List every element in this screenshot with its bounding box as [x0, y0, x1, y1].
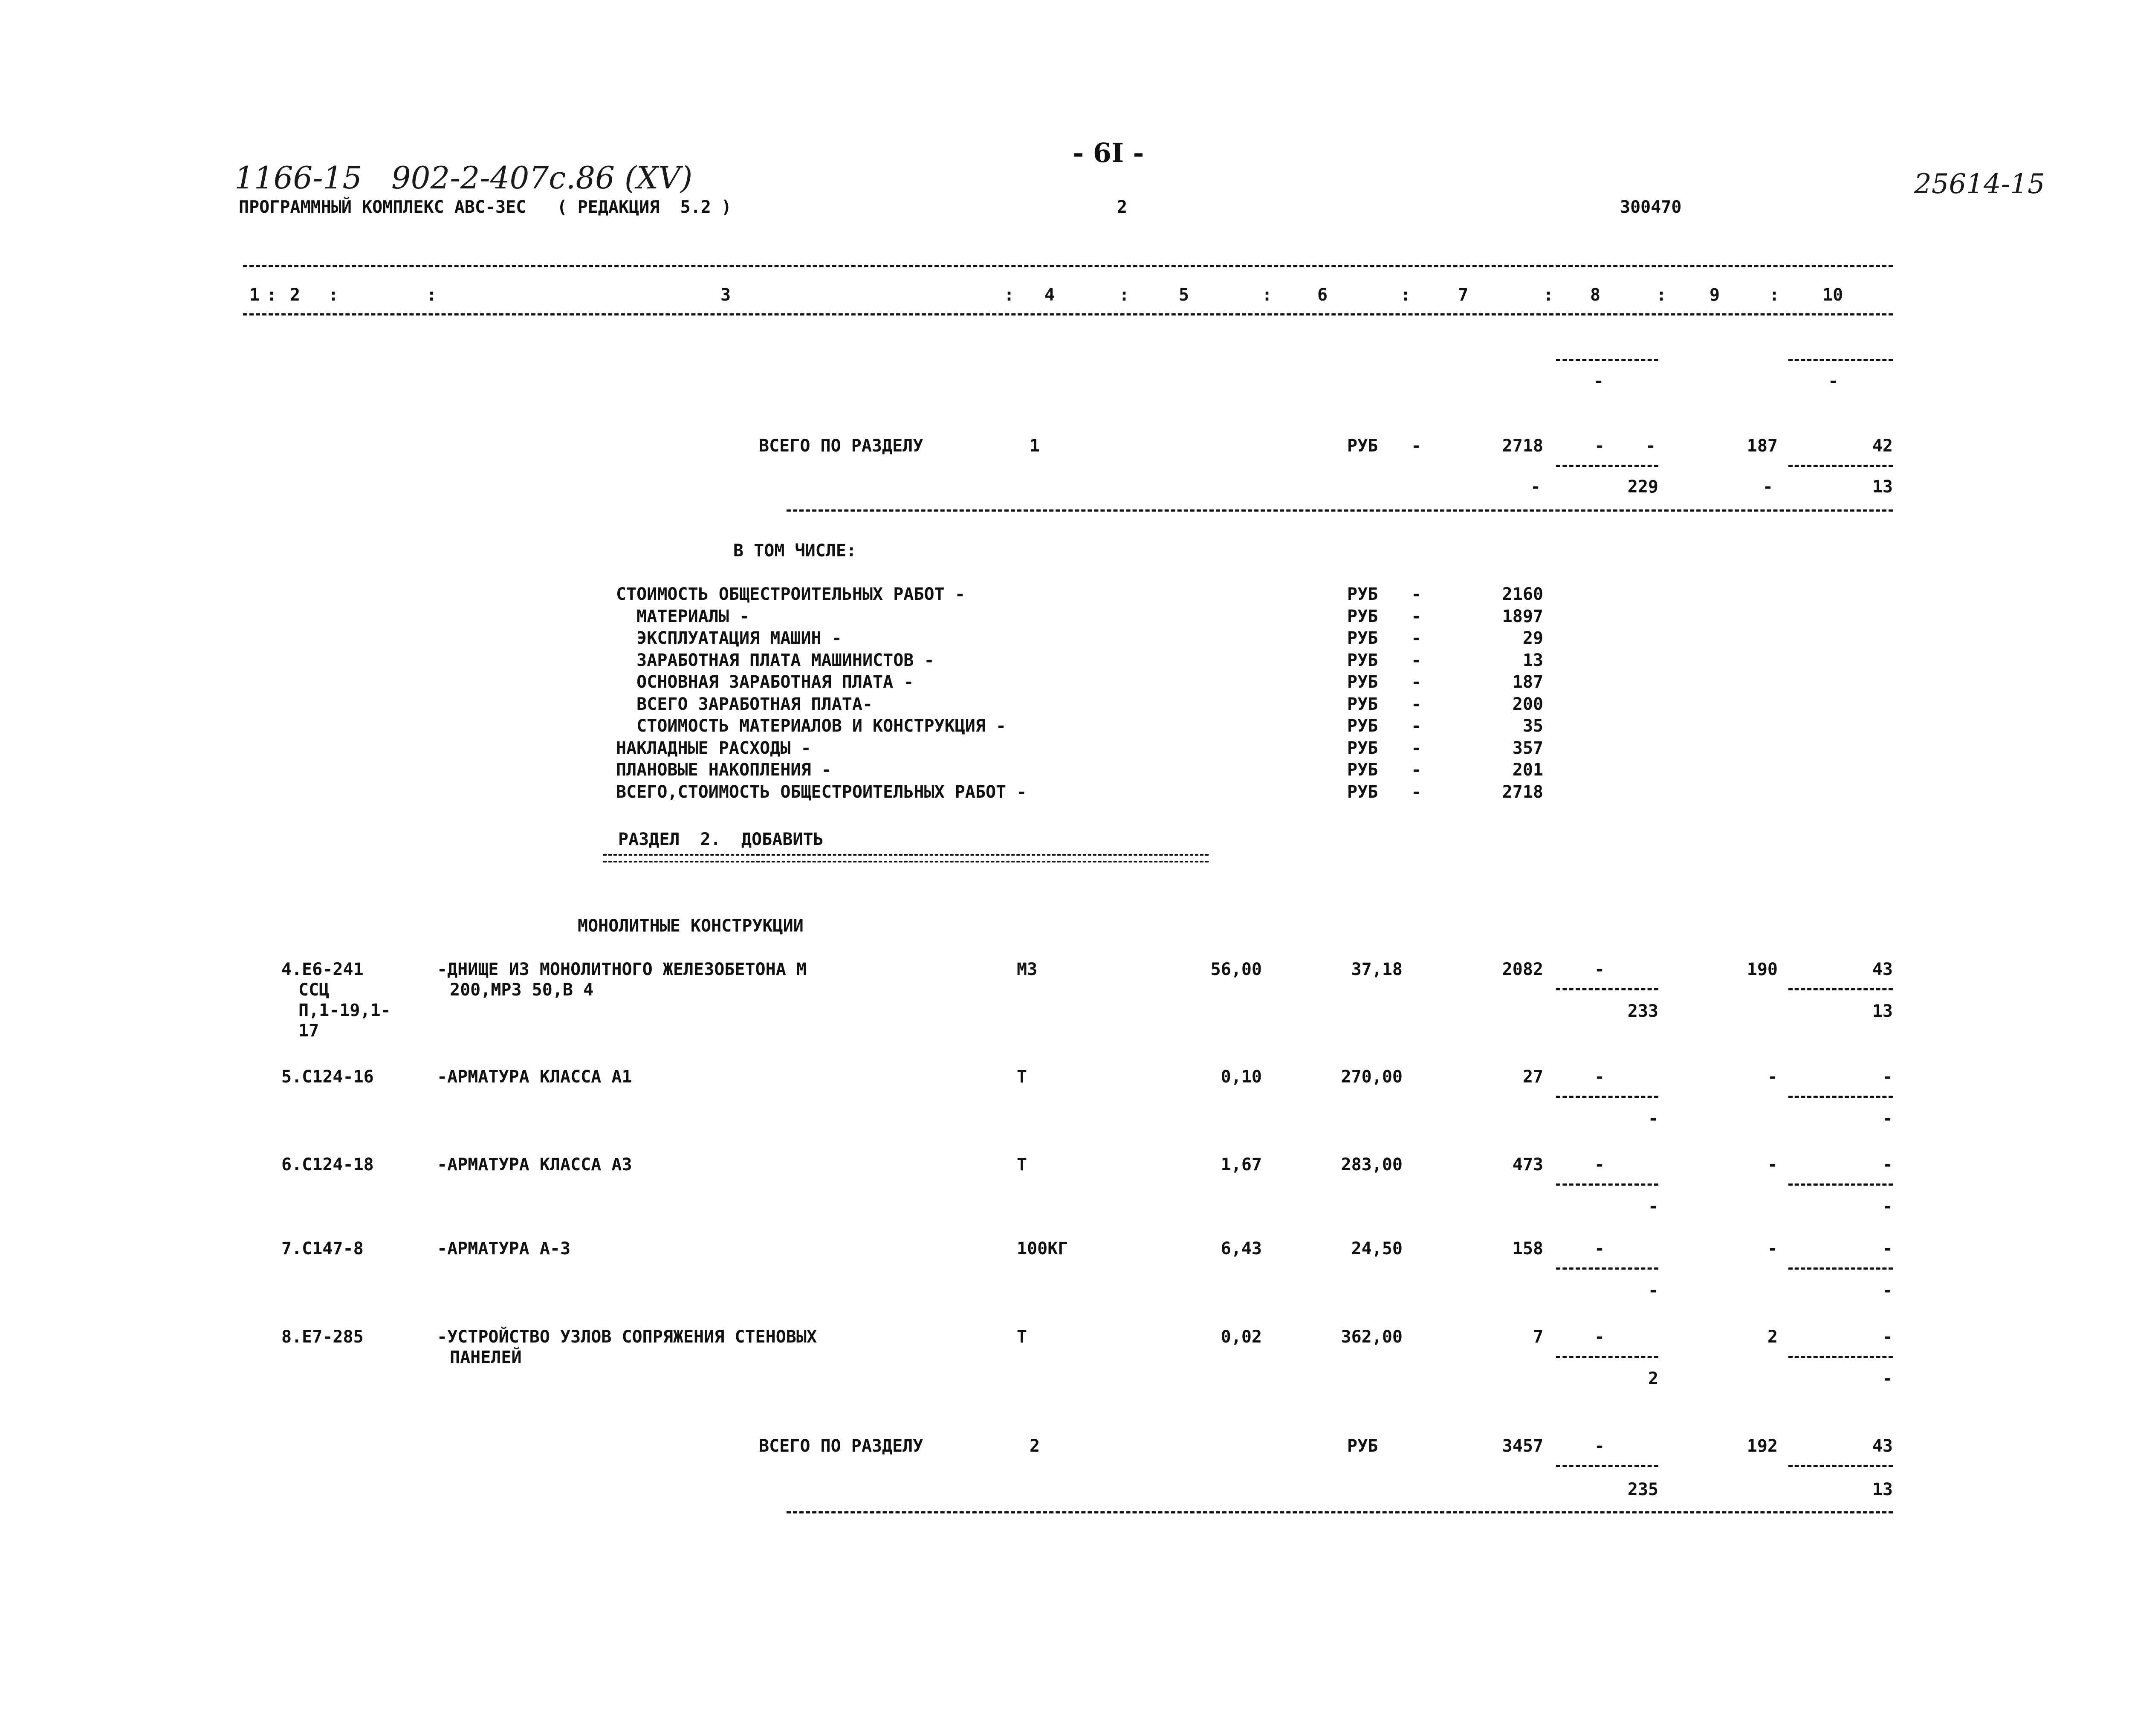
- section1-col7: 2718: [1502, 436, 1543, 456]
- breakdown-value: 29: [1522, 628, 1543, 648]
- breakdown-label: НАКЛАДНЫЕ РАСХОДЫ -: [616, 738, 811, 758]
- row-col8-second: 233: [1627, 1001, 1658, 1021]
- breakdown-value: 187: [1512, 672, 1543, 692]
- row-col10: -: [1882, 1067, 1893, 1087]
- row-col9: 2: [1767, 1327, 1778, 1347]
- row-quantity: 0,10: [1221, 1067, 1262, 1087]
- row-code: 8.Е7-285: [281, 1327, 364, 1347]
- section1-row2-col10: 13: [1872, 477, 1893, 497]
- breakdown-value: 2718: [1502, 782, 1543, 802]
- column-number-1: 1: [249, 285, 260, 305]
- row-rule-col10: [1788, 988, 1893, 990]
- section1-rule-col10: [1788, 465, 1893, 467]
- breakdown-unit: РУБ: [1347, 716, 1378, 736]
- breakdown-unit: РУБ: [1347, 694, 1378, 714]
- header-rule-top: [243, 265, 1893, 267]
- section2-row2-col8: 235: [1627, 1480, 1658, 1499]
- row-code: 5.С124-16: [281, 1067, 374, 1087]
- row-rule-col10: [1788, 1183, 1893, 1186]
- row-col8: -: [1594, 960, 1605, 979]
- row-col8: -: [1594, 1155, 1605, 1175]
- column-separator: :: [426, 285, 437, 305]
- section2-closing-rule: [787, 1511, 1893, 1513]
- section1-col8b: -: [1646, 436, 1656, 456]
- breakdown-unit: РУБ: [1347, 760, 1378, 780]
- section2-row2-col10: 13: [1872, 1480, 1893, 1499]
- section1-rule-col8: [1556, 465, 1658, 467]
- row-code: 4.Е6-241: [281, 960, 364, 979]
- column-number-6: 6: [1317, 285, 1328, 305]
- breakdown-label: СТОИМОСТЬ ОБЩЕСТРОИТЕЛЬНЫХ РАБОТ -: [616, 584, 965, 604]
- breakdown-value: 35: [1522, 716, 1543, 736]
- carry-rule-col8: [1556, 359, 1658, 361]
- section1-col8: -: [1594, 436, 1605, 456]
- row-description: -ДНИЩЕ ИЗ МОНОЛИТНОГО ЖЕЛЕЗОБЕТОНА М: [437, 960, 807, 979]
- row-code: ССЦ: [298, 980, 330, 1000]
- row-unit: 100КГ: [1017, 1239, 1068, 1259]
- row-unit-price: 37,18: [1351, 960, 1403, 979]
- row-col8: -: [1594, 1239, 1605, 1259]
- section2-col8: -: [1594, 1436, 1605, 1456]
- breakdown-unit: РУБ: [1347, 651, 1378, 670]
- breakdown-label: СТОИМОСТЬ МАТЕРИАЛОВ И КОНСТРУКЦИЯ -: [616, 716, 1007, 736]
- row-description: -АРМАТУРА КЛАССА А1: [437, 1067, 632, 1087]
- row-quantity: 0,02: [1221, 1327, 1262, 1347]
- handwritten-archive-number: 25614-15: [1914, 168, 2045, 200]
- row-total: 2082: [1502, 960, 1543, 979]
- breakdown-value: 201: [1512, 760, 1543, 780]
- column-separator: :: [1769, 285, 1780, 305]
- section2-total-label: ВСЕГО ПО РАЗДЕЛУ: [759, 1436, 923, 1456]
- breakdown-dash: -: [1411, 672, 1422, 692]
- section1-col10: 42: [1872, 436, 1893, 456]
- row-description: -УСТРОЙСТВО УЗЛОВ СОПРЯЖЕНИЯ СТЕНОВЫХ: [437, 1327, 817, 1347]
- row-quantity: 1,67: [1221, 1155, 1262, 1175]
- row-rule-col10: [1788, 1267, 1893, 1270]
- breakdown-unit: РУБ: [1347, 672, 1378, 692]
- breakdown-dash: -: [1411, 651, 1422, 670]
- section2-subtitle: МОНОЛИТНЫЕ КОНСТРУКЦИИ: [578, 916, 804, 936]
- section2-number: 2: [1030, 1436, 1040, 1456]
- column-number-10: 10: [1822, 285, 1843, 305]
- section1-unit: РУБ: [1347, 436, 1378, 456]
- column-separator: :: [266, 285, 277, 305]
- section1-row2-col8: 229: [1627, 477, 1658, 497]
- row-col8-second: 2: [1648, 1369, 1658, 1389]
- carry-rule-col10: [1788, 359, 1893, 361]
- row-description: -АРМАТУРА А-3: [437, 1239, 571, 1259]
- row-quantity: 56,00: [1210, 960, 1262, 979]
- breakdown-dash: -: [1411, 760, 1422, 780]
- program-header: ПРОГРАММНЫЙ КОМПЛЕКС АВС-3ЕС ( РЕДАКЦИЯ 5.2 ): [239, 197, 732, 217]
- row-col10: -: [1882, 1239, 1893, 1259]
- breakdown-value: 200: [1512, 694, 1543, 714]
- section1-closing-rule: [787, 509, 1893, 512]
- row-col9: 190: [1747, 960, 1778, 979]
- section2-rule-col10: [1788, 1465, 1893, 1467]
- breakdown-dash: -: [1411, 716, 1422, 736]
- row-unit-price: 270,00: [1341, 1067, 1403, 1087]
- row-col10-second: -: [1882, 1369, 1893, 1389]
- row-rule-col8: [1556, 988, 1658, 990]
- row-unit: Т: [1017, 1327, 1027, 1347]
- sheet-number: 2: [1117, 197, 1128, 217]
- column-number-7: 7: [1458, 285, 1469, 305]
- row-col10-second: -: [1882, 1281, 1893, 1300]
- header-rule-bottom: [243, 313, 1893, 315]
- row-col10-second: -: [1882, 1197, 1893, 1216]
- column-separator: :: [1543, 285, 1554, 305]
- column-number-9: 9: [1710, 285, 1720, 305]
- section1-row2-col7: -: [1530, 477, 1541, 497]
- section2-rule-col8: [1556, 1465, 1658, 1467]
- section1-col9: 187: [1747, 436, 1778, 456]
- row-col8-second: -: [1648, 1109, 1658, 1128]
- row-quantity: 6,43: [1221, 1239, 1262, 1259]
- row-unit: Т: [1017, 1155, 1027, 1175]
- breakdown-unit: РУБ: [1347, 584, 1378, 604]
- row-unit: М3: [1017, 960, 1038, 979]
- breakdown-unit: РУБ: [1347, 607, 1378, 626]
- row-rule-col8: [1556, 1356, 1658, 1358]
- carry-col10: -: [1828, 371, 1839, 391]
- row-col9: -: [1767, 1239, 1778, 1259]
- row-rule-col8: [1556, 1096, 1658, 1098]
- row-col10-second: 13: [1872, 1001, 1893, 1021]
- breakdown-dash: -: [1411, 738, 1422, 758]
- column-separator: :: [1262, 285, 1273, 305]
- breakdown-label: ПЛАНОВЫЕ НАКОПЛЕНИЯ -: [616, 760, 832, 780]
- row-col10: 43: [1872, 960, 1893, 979]
- section2-col10: 43: [1872, 1436, 1893, 1456]
- section1-row2-col9: -: [1763, 477, 1773, 497]
- breakdown-value: 2160: [1502, 584, 1543, 604]
- row-description: ПАНЕЛЕЙ: [450, 1348, 522, 1367]
- row-code: 7.С147-8: [281, 1239, 364, 1259]
- column-separator: :: [1004, 285, 1015, 305]
- breakdown-unit: РУБ: [1347, 782, 1378, 802]
- breakdown-dash: -: [1411, 628, 1422, 648]
- row-total: 158: [1512, 1239, 1543, 1259]
- row-total: 473: [1512, 1155, 1543, 1175]
- column-separator: :: [1119, 285, 1130, 305]
- section2-col9: 192: [1747, 1436, 1778, 1456]
- document-code: 300470: [1620, 197, 1682, 217]
- row-col10-second: -: [1882, 1109, 1893, 1128]
- section2-title: РАЗДЕЛ 2. ДОБАВИТЬ: [618, 830, 824, 849]
- breakdown-label: ВСЕГО ЗАРАБОТНАЯ ПЛАТА-: [616, 694, 873, 714]
- row-rule-col10: [1788, 1096, 1893, 1098]
- handwritten-doc-number: 1166-15 902-2-407с.86 (XV): [234, 160, 693, 196]
- breakdown-label: ОСНОВНАЯ ЗАРАБОТНАЯ ПЛАТА -: [616, 672, 914, 692]
- row-unit: Т: [1017, 1067, 1027, 1087]
- breakdown-value: 357: [1512, 738, 1543, 758]
- column-separator: :: [1400, 285, 1411, 305]
- section1-number: 1: [1030, 436, 1040, 456]
- column-number-2: 2: [290, 285, 301, 305]
- column-number-8: 8: [1590, 285, 1601, 305]
- column-number-5: 5: [1179, 285, 1189, 305]
- section2-title-underline: [603, 854, 1209, 862]
- row-col8-second: -: [1648, 1281, 1658, 1300]
- section1-dash: -: [1411, 436, 1422, 456]
- column-number-3: 3: [720, 285, 731, 305]
- breakdown-label: МАТЕРИАЛЫ -: [616, 607, 750, 626]
- breakdown-label: ЭКСПЛУАТАЦИЯ МАШИН -: [616, 628, 842, 648]
- row-unit-price: 24,50: [1351, 1239, 1403, 1259]
- row-code: 17: [298, 1021, 319, 1041]
- row-total: 7: [1533, 1327, 1543, 1347]
- breakdown-dash: -: [1411, 607, 1422, 626]
- row-rule-col10: [1788, 1356, 1893, 1358]
- row-total: 27: [1522, 1067, 1543, 1087]
- breakdown-unit: РУБ: [1347, 628, 1378, 648]
- column-separator: :: [328, 285, 339, 305]
- column-number-4: 4: [1044, 285, 1055, 305]
- row-code: 6.С124-18: [281, 1155, 374, 1175]
- row-description: 200,МРЗ 50,В 4: [450, 980, 594, 1000]
- breakdown-value: 1897: [1502, 607, 1543, 626]
- page-number: - 6I -: [1073, 137, 1144, 168]
- row-description: -АРМАТУРА КЛАССА А3: [437, 1155, 632, 1175]
- section2-unit: РУБ: [1347, 1436, 1378, 1456]
- row-col8: -: [1594, 1067, 1605, 1087]
- breakdown-label: ЗАРАБОТНАЯ ПЛАТА МАШИНИСТОВ -: [616, 651, 934, 670]
- breakdown-value: 13: [1522, 651, 1543, 670]
- row-unit-price: 362,00: [1341, 1327, 1403, 1347]
- breakdown-dash: -: [1411, 694, 1422, 714]
- breakdown-dash: -: [1411, 782, 1422, 802]
- row-col8-second: -: [1648, 1197, 1658, 1216]
- row-rule-col8: [1556, 1183, 1658, 1186]
- row-code: П,1-19,1-: [298, 1001, 391, 1020]
- row-col9: -: [1767, 1067, 1778, 1087]
- row-col10: -: [1882, 1155, 1893, 1175]
- section1-total-label: ВСЕГО ПО РАЗДЕЛУ: [759, 436, 923, 456]
- row-col9: -: [1767, 1155, 1778, 1175]
- breakdown-heading: В ТОМ ЧИСЛЕ:: [733, 541, 856, 561]
- breakdown-unit: РУБ: [1347, 738, 1378, 758]
- column-separator: :: [1656, 285, 1667, 305]
- row-col8: -: [1594, 1327, 1605, 1347]
- row-unit-price: 283,00: [1341, 1155, 1403, 1175]
- row-rule-col8: [1556, 1267, 1658, 1270]
- breakdown-dash: -: [1411, 584, 1422, 604]
- row-col10: -: [1882, 1327, 1893, 1347]
- carry-col8: -: [1593, 371, 1604, 391]
- breakdown-label: ВСЕГО,СТОИМОСТЬ ОБЩЕСТРОИТЕЛЬНЫХ РАБОТ -: [616, 782, 1027, 802]
- section2-col7: 3457: [1502, 1436, 1543, 1456]
